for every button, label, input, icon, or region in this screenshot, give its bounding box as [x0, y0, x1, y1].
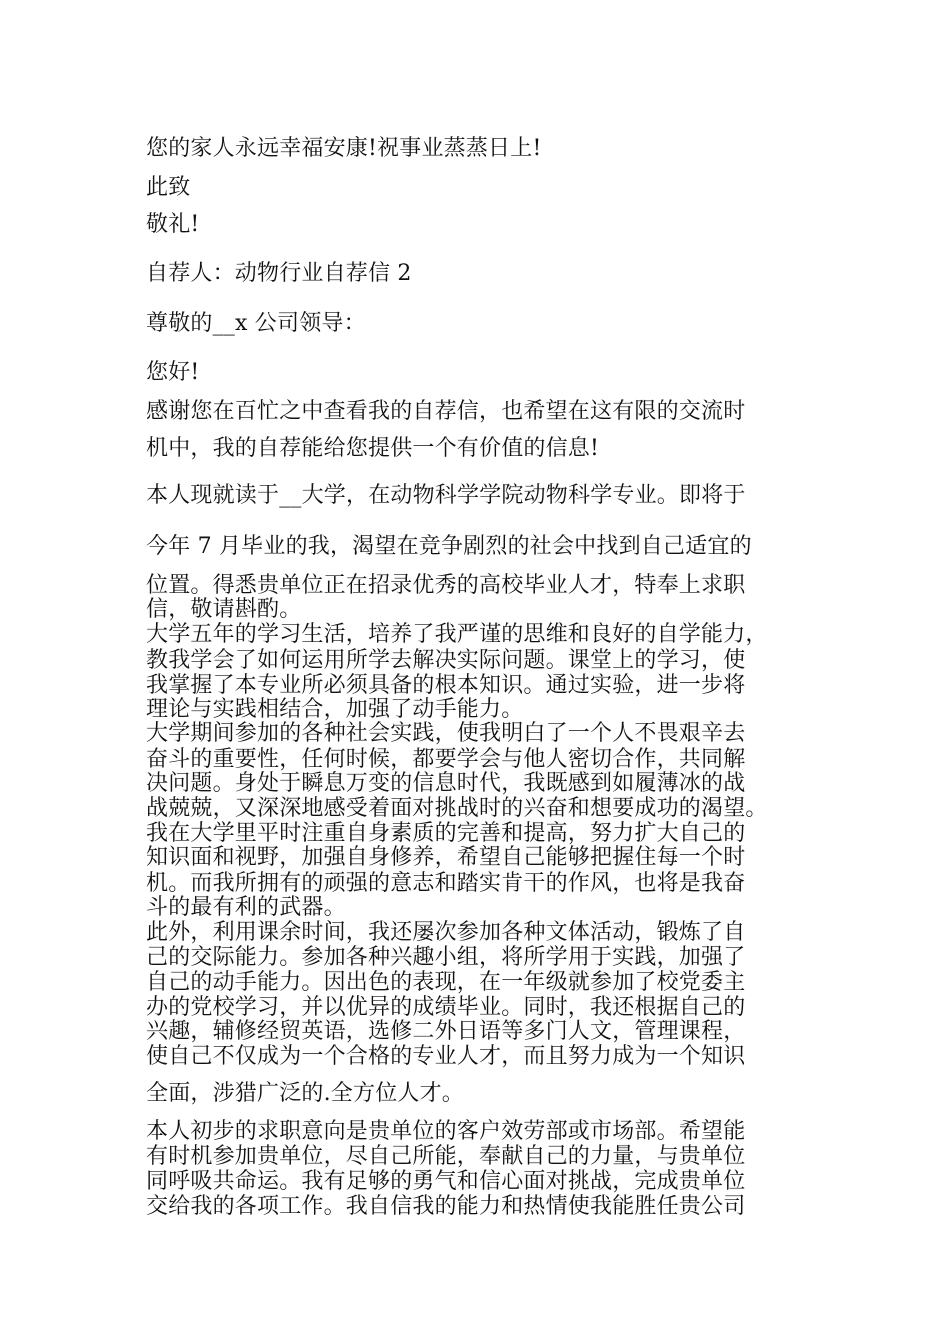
text-line: 同呼吸共命运。我有足够的勇气和信心面对挑战，完成贵单位 — [146, 1169, 746, 1194]
text-line: 我掌握了本专业所必须具备的根本知识。通过实验，进一步将 — [146, 673, 746, 698]
text-line: 敬礼! — [146, 212, 200, 237]
text-line: 大学五年的学习生活，培养了我严谨的思维和良好的自学能力， — [146, 622, 768, 647]
text-line: 尊敬的__x 公司领导： — [146, 311, 366, 336]
text-line: 兴趣，辅修经贸英语，选修二外日语等多门人文，管理课程， — [146, 1019, 746, 1044]
text-line: 本人初步的求职意向是贵单位的客户效劳部或市场部。希望能 — [146, 1119, 746, 1144]
text-line: 自荐人：动物行业自荐信 2 — [146, 261, 412, 286]
text-line: 机中，我的自荐能给您提供一个有价值的信息! — [146, 436, 600, 461]
text-line: 位置。得悉贵单位正在招录优秀的高校毕业人才，特奉上求职 — [146, 573, 746, 598]
text-line: 全面，涉猎广泛的.全方位人才。 — [146, 1081, 464, 1106]
text-line: 战兢兢，又深深地感受着面对挑战时的兴奋和想要成功的渴望。 — [146, 796, 768, 821]
text-line: 此致 — [146, 175, 191, 200]
text-line: 信，敬请斟酌。 — [146, 597, 302, 622]
text-line: 此外，利用课余时间，我还屡次参加各种文体活动，锻炼了自 — [146, 920, 746, 945]
text-line: 斗的最有利的武器。 — [146, 895, 346, 920]
text-line: 理论与实践相结合，加强了动手能力。 — [146, 697, 524, 722]
text-line: 使自己不仅成为一个合格的专业人才，而且努力成为一个知识 — [146, 1044, 746, 1069]
text-line: 本人现就读于__大学，在动物科学学院动物科学专业。即将于 — [146, 483, 746, 508]
text-line: 您的家人永远幸福安康!祝事业蒸蒸日上! — [146, 136, 542, 161]
text-line: 今年 7 月毕业的我，渴望在竞争剧烈的社会中找到自己适宜的 — [146, 534, 752, 559]
text-line: 您好! — [146, 360, 200, 385]
text-line: 奋斗的重要性，任何时候，都要学会与他人密切合作，共同解 — [146, 747, 746, 772]
text-line: 感谢您在百忙之中查看我的自荐信，也希望在这有限的交流时 — [146, 399, 746, 424]
text-line: 己的交际能力。参加各种兴趣小组，将所学用于实践，加强了 — [146, 945, 746, 970]
text-line: 有时机参加贵单位，尽自己所能，奉献自己的力量，与贵单位 — [146, 1144, 746, 1169]
text-line: 我在大学里平时注重自身素质的完善和提高，努力扩大自己的 — [146, 821, 746, 846]
text-line: 办的党校学习，并以优异的成绩毕业。同时，我还根据自己的 — [146, 995, 746, 1020]
text-line: 教我学会了如何运用所学去解决实际问题。课堂上的学习，使 — [146, 648, 746, 673]
text-line: 大学期间参加的各种社会实践，使我明白了一个人不畏艰辛去 — [146, 721, 746, 746]
text-line: 决问题。身处于瞬息万变的信息时代，我既感到如履薄冰的战 — [146, 771, 746, 796]
text-line: 自己的动手能力。因出色的表现，在一年级就参加了校党委主 — [146, 970, 746, 995]
text-line: 机。而我所拥有的顽强的意志和踏实肯干的作风，也将是我奋 — [146, 871, 746, 896]
text-line: 知识面和视野，加强自身修养，希望自己能够把握住每一个时 — [146, 845, 746, 870]
text-line: 交给我的各项工作。我自信我的能力和热情使我能胜任贵公司 — [146, 1194, 746, 1219]
